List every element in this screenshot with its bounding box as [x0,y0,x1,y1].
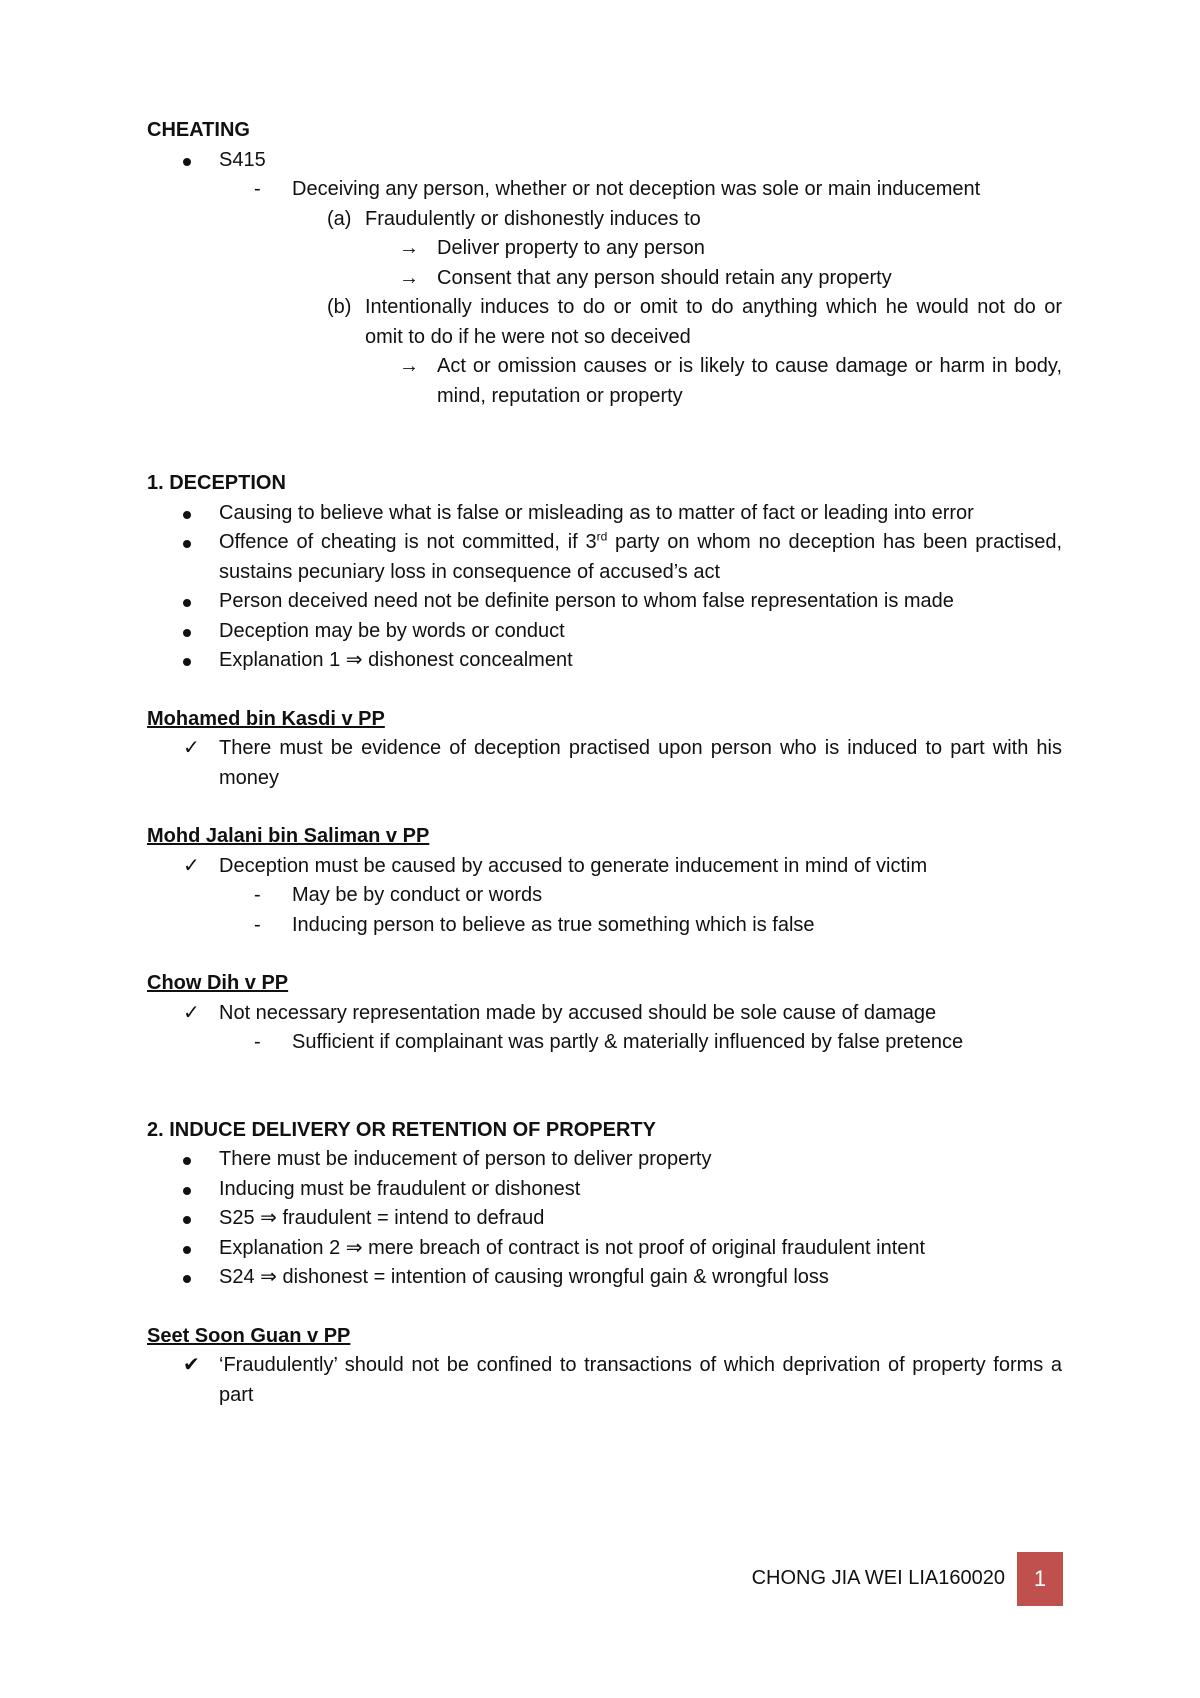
list-item: ✓ There must be evidence of deception practised upon person who is induced to part with his money [147,734,1062,793]
arrow-icon: → [399,266,419,289]
list-item: Deception may be by words or conduct [147,617,1062,647]
bullet-icon [183,1157,191,1165]
list-item: S415 [147,146,1062,176]
bullet-icon [183,158,191,166]
list-item: - Inducing person to believe as true something which is false [254,913,815,936]
list-item: ✓ Not necessary representation made by accused should be sole cause of damage [147,999,1062,1029]
bullet-icon [183,629,191,637]
list-item: Explanation 2 ⇒ mere breach of contract is not proof of original fraudulent intent [147,1234,1062,1264]
list-item: Offence of cheating is not committed, if 3rd party on whom no deception has been practised, sustains pecuniary loss in consequence of accused’s act [147,528,1062,587]
list-item: Inducing must be fraudulent or dishonest [147,1175,1062,1205]
case-title: Mohamed bin Kasdi v PP [147,707,385,730]
check-icon: ✓ [183,737,200,759]
bullet-icon [183,1275,191,1283]
case-title: Seet Soon Guan v PP [147,1324,351,1347]
case-title: Chow Dih v PP [147,972,289,994]
page-footer [752,1552,1063,1606]
document-content [147,116,1062,1410]
bullet-icon [183,1187,191,1195]
list-item: - Sufficient if complainant was partly & materially influenced by false pretence [254,1031,964,1053]
list-item: ✓ Deception must be caused by accused to generate inducement in mind of victim [147,852,1062,882]
bullet-icon [183,599,191,607]
bullet-icon [183,511,191,519]
arrow-icon: → [399,237,419,259]
arrow-icon: → [399,355,419,377]
check-icon: ✔ [183,1354,200,1376]
footer-author: CHONG JIA WEI LIA160020 [751,1567,1005,1590]
list-item: S24 ⇒ dishonest = intention of causing wrongful gain & wrongful loss [147,1263,1062,1293]
list-item: There must be inducement of person to deliver property [147,1145,1062,1175]
check-icon: ✓ [183,1001,200,1024]
list-item: (b) Intentionally induces to do or omit to do anything which he would not do or omit to do if he were not so deceived [327,296,1062,348]
list-item: (a) Fraudulently or dishonestly induces to [327,207,701,230]
list-item: Explanation 1 ⇒ dishonest concealment [147,646,1062,676]
bullet-icon [183,1216,191,1224]
list-item: → Consent that any person should retain any property [147,264,1062,294]
bullet-icon [183,1246,191,1254]
bullet-icon [183,658,191,666]
case-title: Mohd Jalani bin Saliman v PP [147,825,430,847]
bullet-icon [183,540,191,548]
heading-cheating: CHEATING [147,119,250,141]
check-icon: ✓ [183,854,200,877]
list-item: Person deceived need not be definite person to whom false representation is made [147,587,1062,617]
list-item: - May be by conduct or words [254,884,543,906]
list-item: → Deliver property to any person [147,234,1062,264]
list-item: Causing to believe what is false or misleading as to matter of fact or leading into error [147,499,1062,529]
list-item: - Deceiving any person, whether or not deception was sole or main inducement [254,178,981,200]
heading-deception: 1. DECEPTION [147,472,286,494]
list-item: → Act or omission causes or is likely to cause damage or harm in body, mind, reputation or property [147,352,1062,411]
list-item: S25 ⇒ fraudulent = intend to defraud [147,1204,1062,1234]
page-number-badge: 1 [1017,1552,1063,1606]
list-item: ✔ ‘Fraudulently’ should not be confined to transactions of which deprivation of property forms a part [147,1351,1062,1410]
heading-induce-delivery: 2. INDUCE DELIVERY OR RETENTION OF PROPERTY [147,1118,656,1141]
